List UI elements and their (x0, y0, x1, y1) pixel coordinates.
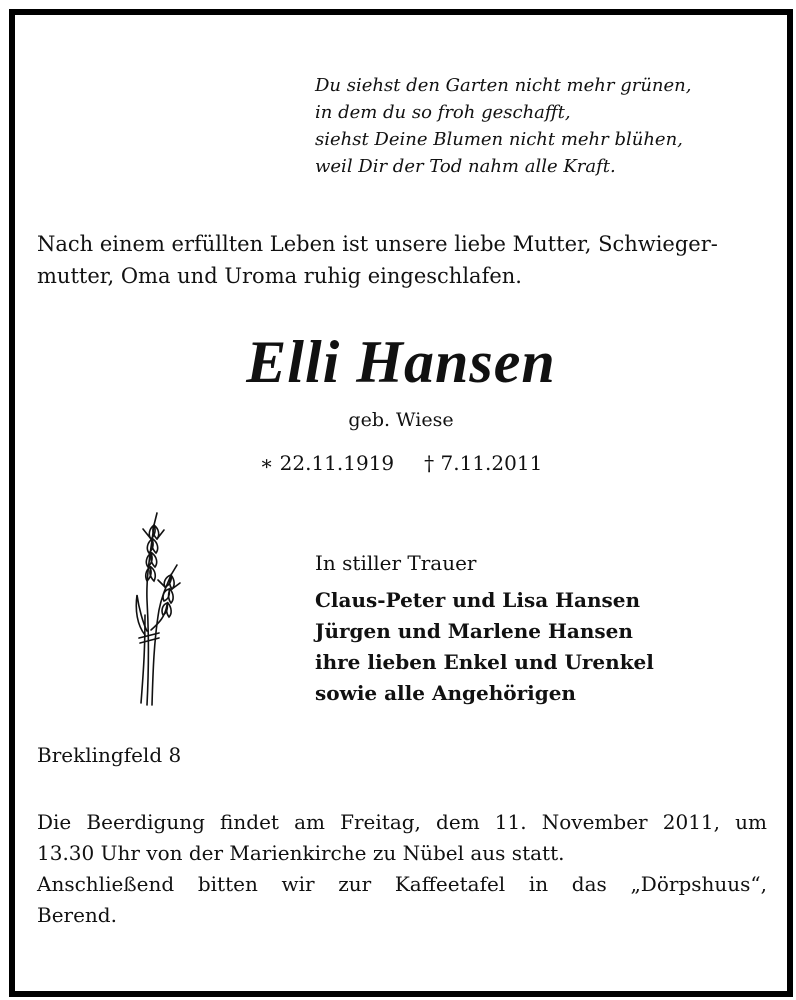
funeral-line: Berend. (37, 903, 117, 927)
mourner: Claus-Peter und Lisa Hansen (315, 588, 641, 612)
mourner: sowie alle Angehörigen (315, 681, 576, 705)
funeral-line: Anschließend bitten wir zur Kaffeetafel in das „Dörpshuus“, (37, 872, 767, 896)
obituary-frame (9, 9, 793, 997)
funeral-line: Die Beerdigung findet am Freitag, dem 11. November 2011, um (37, 810, 767, 834)
death-date: † 7.11.2011 (424, 451, 543, 475)
life-dates (15, 449, 787, 477)
wheat-ears-icon (107, 505, 197, 710)
deceased-name: Elli Hansen (246, 329, 556, 395)
mourners-list (315, 585, 654, 709)
poem-line: siehst Deine Blumen nicht mehr blühen, (315, 129, 683, 150)
poem-line: Du siehst den Garten nicht mehr grünen, (315, 75, 692, 96)
funeral-line: 13.30 Uhr von der Marienkirche zu Nübel aus statt. (37, 841, 565, 865)
mourner: Jürgen und Marlene Hansen (315, 619, 633, 643)
poem-line: in dem du so froh geschafft, (315, 102, 571, 123)
maiden-name: geb. Wiese (348, 409, 454, 431)
intro-line: Nach einem erfüllten Leben ist unsere liebe Mutter, Schwieger- (37, 232, 718, 256)
mourning-heading: In stiller Trauer (315, 551, 477, 575)
poem-line: weil Dir der Tod nahm alle Kraft. (315, 156, 616, 177)
intro-text (37, 228, 767, 292)
mourner: ihre lieben Enkel und Urenkel (315, 650, 654, 674)
poem (315, 72, 691, 180)
funeral-info (37, 807, 767, 931)
intro-line: mutter, Oma und Uroma ruhig eingeschlafen. (37, 264, 522, 288)
birth-date: ∗ 22.11.1919 (259, 451, 395, 475)
address: Breklingfeld 8 (37, 743, 182, 767)
